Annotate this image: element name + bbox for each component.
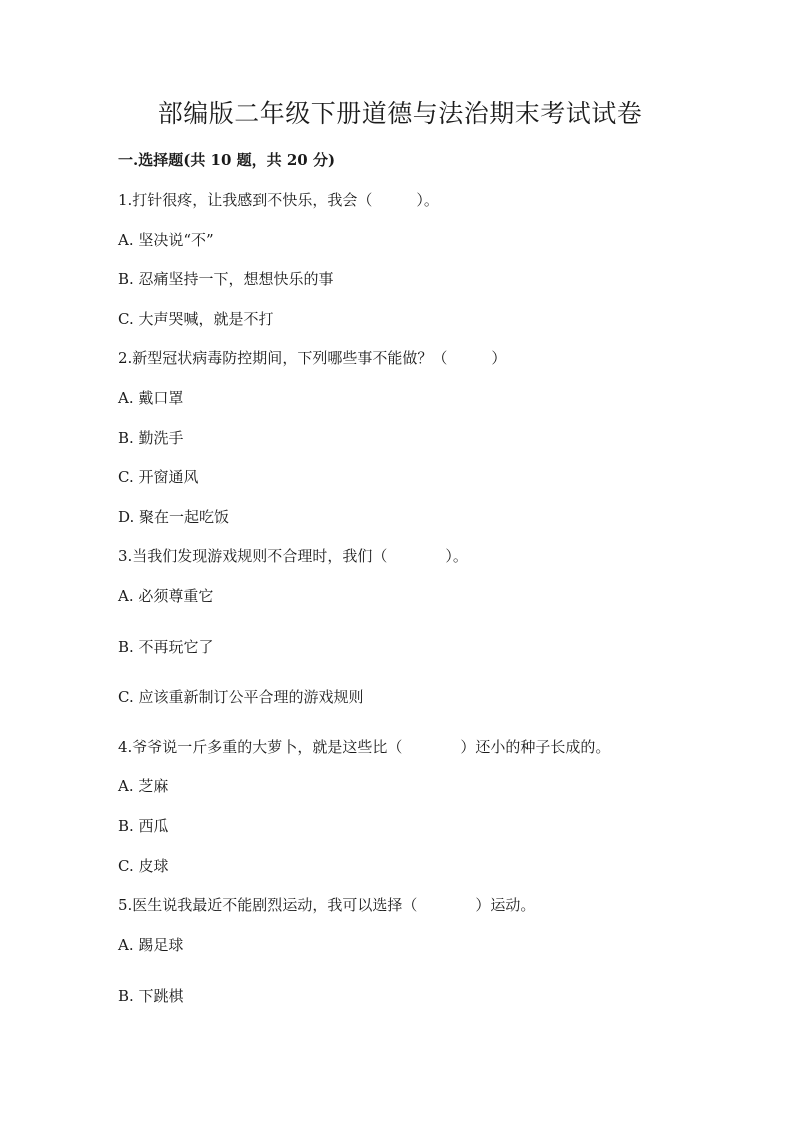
question-2-stem: 2.新型冠状病毒防控期间，下列哪些事不能做？（ ） [118, 349, 507, 367]
question-4-option-b: B. 西瓜 [118, 817, 169, 835]
question-3-stem: 3.当我们发现游戏规则不合理时，我们（ ）。 [118, 547, 468, 565]
question-5-option-a: A. 踢足球 [118, 936, 184, 954]
question-1-option-b: B. 忍痛坚持一下，想想快乐的事 [118, 270, 334, 288]
question-2-option-c: C. 开窗通风 [118, 468, 199, 486]
question-5-stem: 5.医生说我最近不能剧烈运动，我可以选择（ ）运动。 [118, 896, 536, 914]
question-4-option-c: C. 皮球 [118, 857, 169, 875]
question-1-option-a: A. 坚决说“不” [118, 231, 214, 249]
question-2-option-b: B. 勤洗手 [118, 429, 184, 447]
question-1-stem: 1.打针很疼，让我感到不快乐，我会（ ）。 [118, 191, 439, 209]
question-3-option-a: A. 必须尊重它 [118, 587, 214, 605]
section-heading: 一.选择题(共 10 题，共 20 分) [118, 151, 336, 169]
question-2-option-d: D. 聚在一起吃饭 [118, 508, 230, 526]
question-5-option-b: B. 下跳棋 [118, 987, 184, 1005]
question-4-option-a: A. 芝麻 [118, 777, 169, 795]
question-2-option-a: A. 戴口罩 [118, 389, 184, 407]
question-4-stem: 4.爷爷说一斤多重的大萝卜，就是这些比（ ）还小的种子长成的。 [118, 738, 611, 756]
page-title: 部编版二年级下册道德与法治期末考试试卷 [157, 99, 643, 128]
question-3-option-b: B. 不再玩它了 [118, 638, 214, 656]
question-1-option-c: C. 大声哭喊，就是不打 [118, 310, 274, 328]
question-3-option-c: C. 应该重新制订公平合理的游戏规则 [118, 688, 364, 706]
